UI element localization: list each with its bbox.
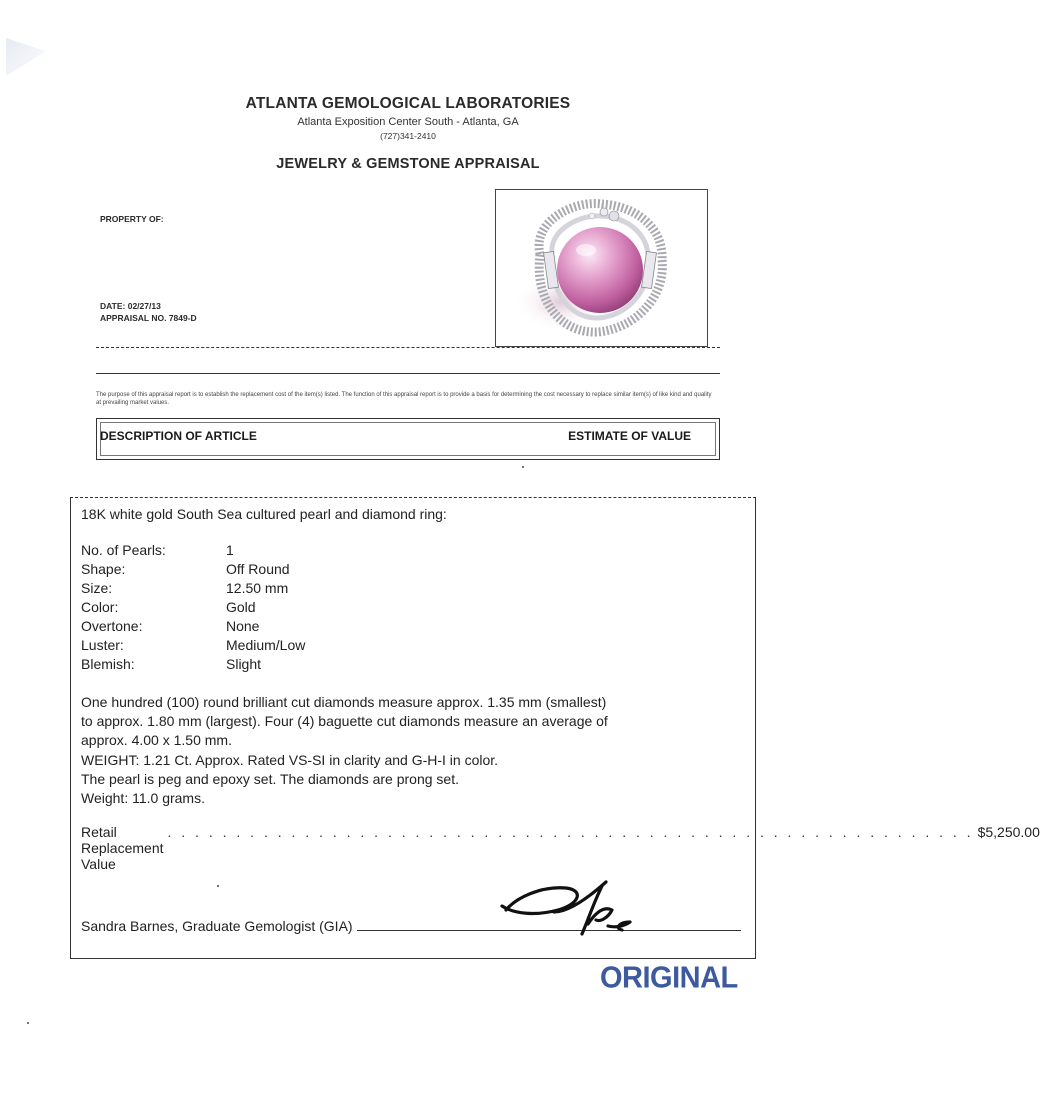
spec-key: Shape: [81,561,126,577]
table-header-box [96,418,720,460]
date-row [100,301,161,311]
property-label: PROPERTY OF: [100,214,164,224]
spec-key: Blemish: [81,656,135,672]
retail-value-amount: $5,250.00 [977,824,1040,840]
document-title: JEWELRY & GEMSTONE APPRAISAL [276,156,540,172]
spec-value: Slight [226,656,262,672]
spec-value: None [226,618,260,634]
appraiser-name: Sandra Barnes, Graduate Gemologist (GIA) [81,918,353,934]
appraisal-number-row [100,313,197,323]
spec-value: Off Round [226,561,290,577]
original-stamp: ORIGINAL [600,961,738,995]
estimate-heading: ESTIMATE OF VALUE [568,429,691,443]
spec-key: Overtone: [81,618,143,634]
scan-speck [27,1022,29,1024]
paragraph-line: The pearl is peg and epoxy set. The diamonds are prong set. [81,770,459,787]
scan-speck [217,885,219,887]
spec-value: Medium/Low [226,637,306,653]
paragraph-line: Weight: 11.0 grams. [81,790,205,807]
spec-key: Size: [81,580,113,596]
paragraph-line: approx. 4.00 x 1.50 mm. [81,732,232,749]
handwritten-signature [496,872,636,942]
spec-value: 12.50 mm [226,580,289,596]
retail-value-row [81,824,1040,872]
description-heading: DESCRIPTION OF ARTICLE [100,429,257,443]
purpose-statement: The purpose of this appraisal report is to establish the replacement cost of the item(s) listed. The function of this appraisal report is to provide a basis for determining the cost necessary to replace similar item(s) of like kind and quality at prevailing market values. [96,392,712,406]
spec-key: No. of Pearls: [81,542,166,558]
divider-line [96,347,720,348]
leader-dots: . . . . . . . . . . . . . . . . . . . . . . . . . . . . . . . . . . . . . . . . . . . . . . . . . . . . . . . . . . . [167,824,974,840]
signature-row [81,918,741,934]
lab-address: Atlanta Exposition Center South - Atlanta, GA [297,116,519,128]
spec-key: Color: [81,599,119,615]
appraisal-number-value: 7849-D [168,313,197,323]
retail-value-label: Retail Replacement Value [81,824,164,872]
spec-value: 1 [226,542,234,558]
date-value: 02/27/13 [127,301,161,311]
spec-value: Gold [226,599,256,615]
spec-key: Luster: [81,637,124,653]
article-title: 18K white gold South Sea cultured pearl and diamond ring: [81,506,447,522]
ring-illustration [496,190,707,346]
item-photo [495,189,708,347]
scan-artifact [6,38,46,76]
diamond-description [81,693,721,808]
paragraph-line: WEIGHT: 1.21 Ct. Approx. Rated VS-SI in clarity and G-H-I in color. [81,751,499,768]
lab-phone: (727)341-2410 [380,131,436,141]
date-label: DATE: [100,301,126,311]
appraisal-number-label: APPRAISAL NO. [100,313,167,323]
lab-name: ATLANTA GEMOLOGICAL LABORATORIES [245,95,571,112]
paragraph-line: One hundred (100) round brilliant cut diamonds measure approx. 1.35 mm (smallest) [81,694,607,710]
divider-line [96,373,720,374]
scan-speck [522,466,524,468]
paragraph-line: to approx. 1.80 mm (largest). Four (4) baguette cut diamonds measure an average of [81,713,608,730]
